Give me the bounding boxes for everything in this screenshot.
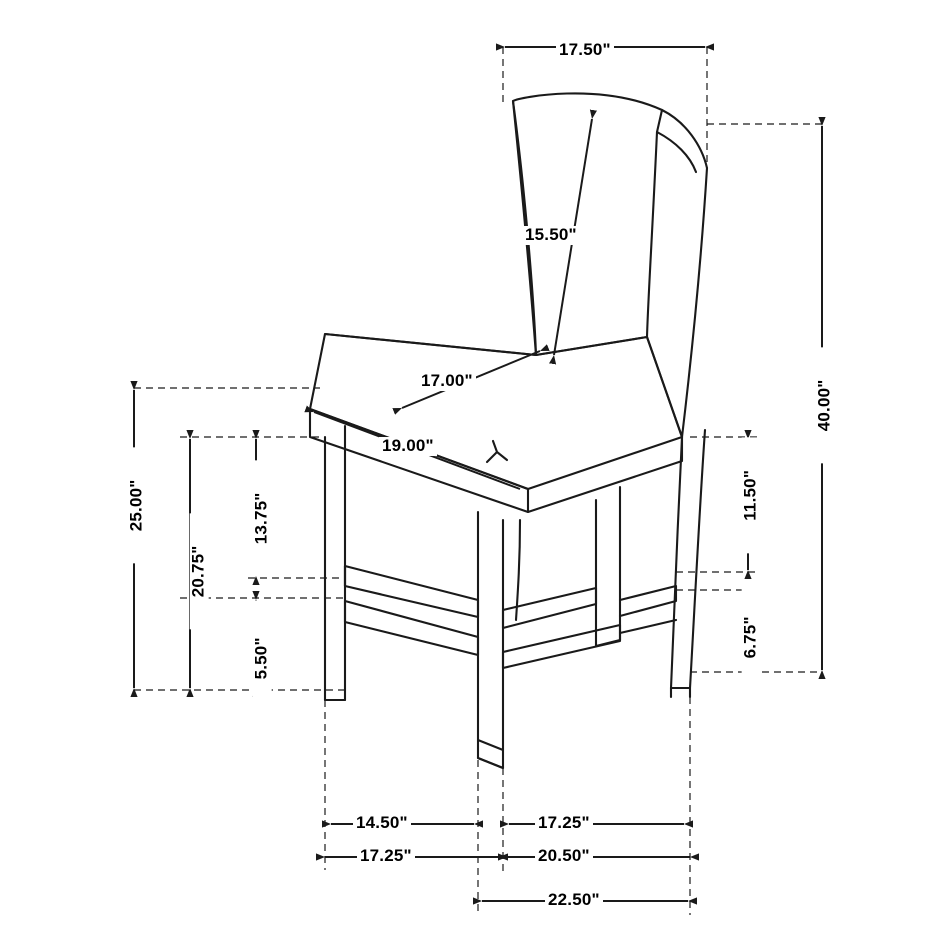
- dim-label-rear-rail-height: 6.75": [742, 579, 761, 695]
- dim-label-base-depth: 17.25": [357, 847, 415, 866]
- extension-lines: [134, 47, 822, 915]
- dim-label-seat-back-width: 17.50": [556, 41, 614, 60]
- dim-label-seat-height: 25.00": [128, 447, 147, 563]
- dim-label-overall-depth: 22.50": [545, 891, 603, 910]
- dim-label-front-leg-spread: 14.50": [353, 814, 411, 833]
- dim-label-lower-rail-height: 20.75": [190, 513, 209, 629]
- dim-label-footrest-height: 5.50": [253, 600, 272, 716]
- dim-label-seat-depth-diagonal: 17.00": [418, 372, 476, 391]
- dim-label-back-height: 15.50": [522, 226, 580, 245]
- chair-outline: [310, 93, 707, 768]
- dim-label-side-leg-spread: 17.25": [535, 814, 593, 833]
- dim-label-back-above-seat: 11.50": [742, 437, 761, 553]
- dim-label-overall-height: 40.00": [816, 347, 835, 463]
- dim-label-apron-height: 13.75": [253, 460, 272, 576]
- dim-label-seat-width: 19.00": [379, 437, 437, 456]
- dim-label-base-width: 20.50": [535, 847, 593, 866]
